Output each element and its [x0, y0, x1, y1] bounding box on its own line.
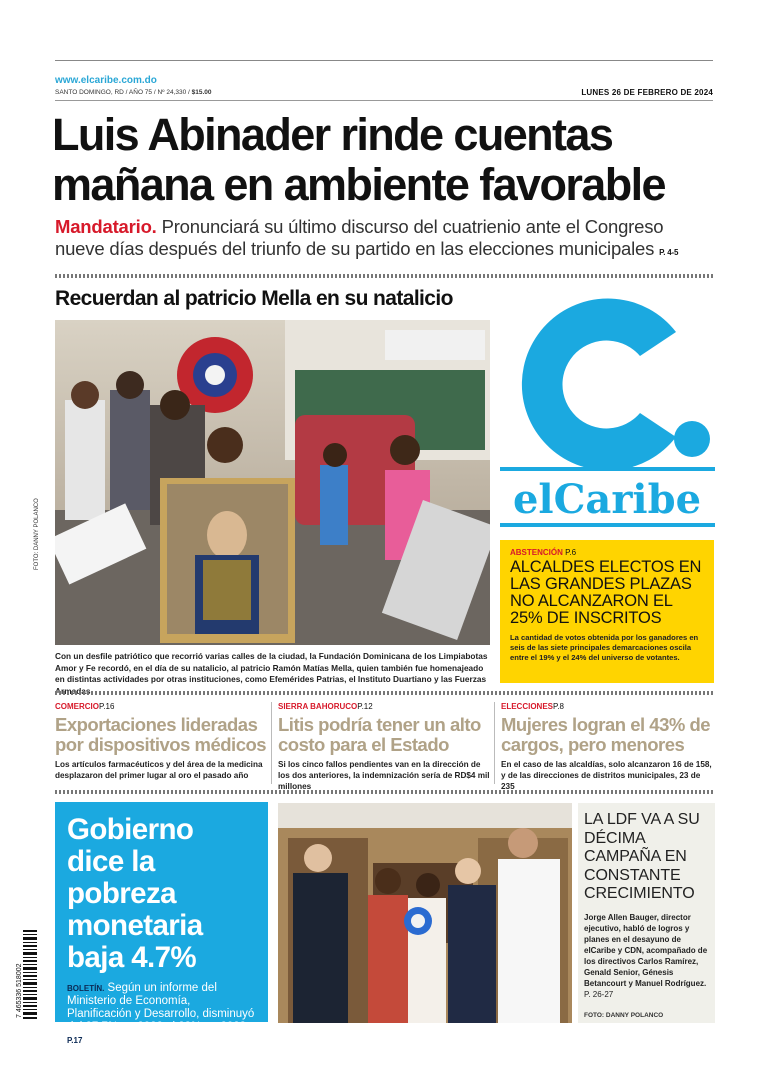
- section-divider: [55, 274, 713, 278]
- masthead-rule: [55, 100, 713, 101]
- ldf-body: [584, 912, 711, 1000]
- logo-dot: [674, 421, 710, 457]
- mella-caption: Con un desfile patriótico que recorrió varias calles de la ciudad, la Fundación Dominicana de los Limpiabotas Amor y Fe recordó, en el día de su natalicio, al patricio Ramón Matías Mella, quien también fue homenajeado en distintas actividades por otras instituciones, como Efemérides Patrias, el Instituto Duartiano y las Fuerzas Armadas.: [55, 651, 488, 696]
- edition-info: [55, 89, 212, 96]
- column-headline: Litis podría tener un alto costo para el Estado: [278, 714, 481, 755]
- column-page: P.16: [99, 702, 115, 711]
- lead-kicker: Mandatario.: [55, 216, 157, 237]
- pobreza-kicker: BOLETÍN.: [67, 984, 105, 993]
- pobreza-body: [67, 982, 256, 1047]
- ldf-page: P. 26-27: [584, 989, 614, 999]
- lead-deck: [55, 216, 715, 264]
- logo-rule-bottom: [500, 523, 715, 527]
- column-kicker-text: SIERRA BAHORUCO: [278, 702, 358, 711]
- pobreza-body-text: Según un informe del Ministerio de Economía, Planificación y Desarrollo, disminuyó del 27.7% en 2022 al 23% en 2023.: [67, 982, 255, 1033]
- column-headline: Mujeres logran el 43% de cargos, pero menores: [501, 714, 711, 755]
- column-body: Los artículos farmacéuticos y del área de la medicina desplazaron del primer lugar al oro el pasado año: [55, 760, 263, 780]
- abstencion-page: P.6: [565, 548, 577, 557]
- column-page: P.12: [357, 702, 373, 711]
- ldf-breakfast-photo[interactable]: [278, 803, 572, 1023]
- abstencion-body: La cantidad de votos obtenida por los ganadores en seis de las siete principales demarcaciones oscila entre el 19% y el 24% del universo de votantes.: [510, 633, 699, 662]
- pobreza-box[interactable]: [55, 802, 268, 1045]
- column-kicker: [278, 702, 490, 711]
- column-separator: [271, 702, 272, 784]
- edition-text: SANTO DOMINGO, RD / AÑO 75 / Nº 24,330 /: [55, 89, 190, 96]
- barcode: [15, 930, 37, 1020]
- logo-rule-top: [500, 467, 715, 471]
- mella-headline[interactable]: Recuerdan al patricio Mella en su natalicio: [55, 287, 453, 310]
- pobreza-page: P.17: [67, 1036, 83, 1045]
- column-headline: Exportaciones lideradas por dispositivos médicos: [55, 714, 267, 755]
- column-kicker: [55, 702, 267, 711]
- lead-headline[interactable]: [52, 110, 722, 210]
- lead-page-ref: P. 4-5: [659, 248, 679, 257]
- column-comercio[interactable]: [55, 702, 267, 781]
- logo-wordmark: elCaribe: [512, 476, 702, 523]
- ldf-photo-illustration: [278, 803, 572, 1023]
- column-kicker-text: ELECCIONES: [501, 702, 554, 711]
- mella-photo-credit: FOTO: DANNY POLANCO: [34, 498, 40, 570]
- issue-date: LUNES 26 DE FEBRERO DE 2024: [581, 88, 713, 97]
- abstencion-kicker-text: ABSTENCIÓN: [510, 548, 563, 557]
- abstencion-kicker: [510, 548, 704, 557]
- logo-c-shape: [522, 299, 676, 471]
- price: $15.00: [191, 89, 212, 96]
- section-divider-2: [55, 691, 713, 695]
- abstencion-headline: ALCALDES ELECTOS EN LAS GRANDES PLAZAS NO ALCANZARON EL 25% DE INSCRITOS: [510, 558, 702, 627]
- column-separator: [494, 702, 495, 784]
- column-sierra-bahoruco[interactable]: [278, 702, 490, 792]
- site-url-link[interactable]: www.elcaribe.com.do: [55, 75, 157, 86]
- barcode-number: 7 465336 518002: [16, 963, 23, 1018]
- pobreza-headline: Gobierno dice la pobreza monetaria baja 4.7%: [67, 813, 203, 974]
- column-kicker: [501, 702, 713, 711]
- ldf-photo-credit: FOTO: DANNY POLANCO: [584, 1011, 664, 1019]
- logo-graphic: [500, 287, 715, 532]
- abstencion-box[interactable]: [500, 540, 714, 683]
- parade-photo-illustration: [55, 320, 490, 645]
- lead-headline-line2: mañana en ambiente favorable: [52, 159, 665, 210]
- elcaribe-logo[interactable]: [500, 287, 715, 532]
- top-rule: [55, 60, 713, 61]
- column-page: P.8: [553, 702, 564, 711]
- mella-parade-photo[interactable]: [55, 320, 490, 645]
- column-kicker-text: COMERCIO: [55, 702, 99, 711]
- ldf-headline: LA LDF VA A SU DÉCIMA CAMPAÑA EN CONSTANTE CRECIMIENTO: [584, 811, 700, 902]
- ldf-box[interactable]: [578, 803, 715, 1023]
- barcode-graphic: [15, 930, 37, 1020]
- section-divider-3: [55, 790, 713, 794]
- column-body: Si los cinco fallos pendientes van en la dirección de los dos anteriores, la indemnización sería de RD$4 mil millones: [278, 760, 490, 791]
- ldf-body-text: Jorge Allen Bauger, director ejecutivo, habló de logros y planes en el desayuno de elCaribe y CDN, acompañado de los directivos Carlos Ramírez, Genald Senior, Génesis Betancourt y Manuel Rodríguez.: [584, 912, 708, 988]
- lead-headline-line1: Luis Abinader rinde cuentas: [52, 109, 613, 160]
- lead-deck-text: Pronunciará su último discurso del cuatrienio ante el Congreso nueve días después del triunfo de su partido en las elecciones municipales: [55, 216, 664, 259]
- column-body: En el caso de las alcaldías, solo alcanzaron 16 de 158, y de las direcciones de distritos municipales, 23 de 235: [501, 760, 712, 791]
- column-elecciones[interactable]: [501, 702, 713, 792]
